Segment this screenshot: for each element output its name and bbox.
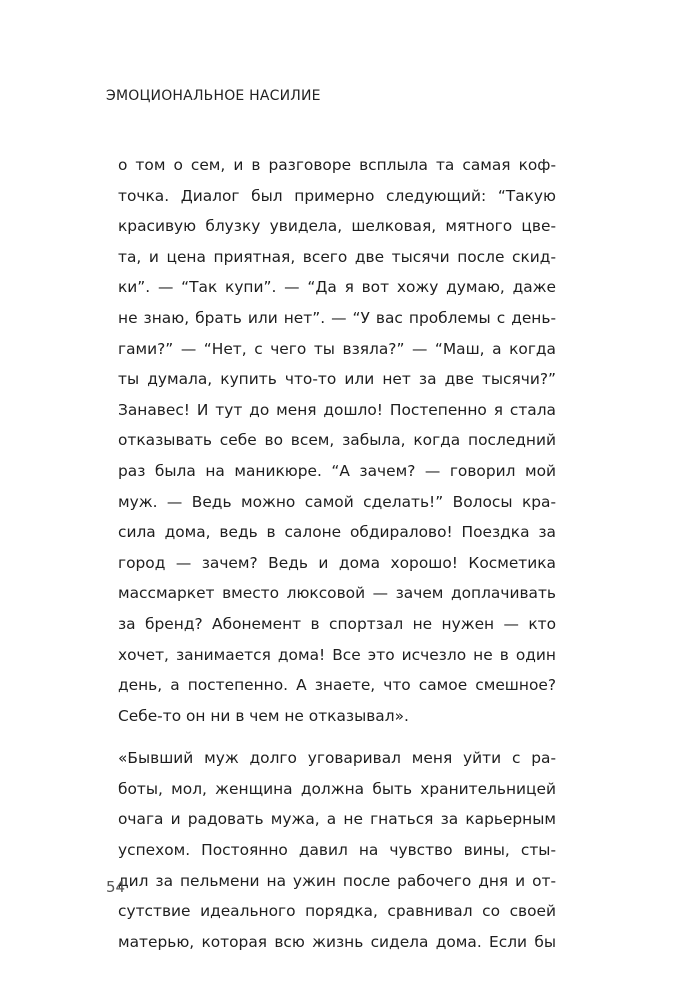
- text-line: Занавес! И тут до меня дошло! Постепенно я стала: [118, 400, 556, 419]
- text-line: гами?” — “Нет, с чего ты взяла?” — “Маш, а когда: [118, 339, 556, 358]
- text-line: ты думала, купить что-то или нет за две тысячи?”: [118, 370, 556, 389]
- text-line: точка. Диалог был примерно следующий: “Такую: [118, 186, 556, 205]
- page-number: 54: [106, 878, 126, 896]
- text-line: ки”. — “Так купи”. — “Да я вот хожу думаю, даже: [118, 278, 556, 297]
- text-line: успехом. Постоянно давил на чувство вины, сты-: [118, 841, 556, 860]
- text-line: сутствие идеального порядка, сравнивал со своей: [118, 902, 556, 921]
- text-line: отказывать себе во всем, забыла, когда последний: [118, 431, 556, 450]
- text-line: дил за пельмени на ужин после рабочего дня и от-: [118, 871, 556, 890]
- text-line: очага и радовать мужа, а не гнаться за карьерным: [118, 810, 556, 829]
- text-line: не знаю, брать или нет”. — “У вас проблемы с день-: [118, 308, 556, 327]
- text-line: Себе-то он ни в чем не отказывал».: [118, 706, 409, 725]
- text-line: матерью, которая всю жизнь сидела дома. Если бы: [118, 932, 556, 951]
- running-head: ЭМОЦИОНАЛЬНОЕ НАСИЛИЕ: [106, 88, 321, 104]
- text-line: хочет, занимается дома! Все это исчезло не в один: [118, 645, 556, 664]
- text-line: раз была на маникюре. “А зачем? — говорил мой: [118, 461, 556, 480]
- text-line: муж. — Ведь можно самой сделать!” Волосы кра-: [118, 492, 556, 511]
- text-line: та, и цена приятная, всего две тысячи после скид-: [118, 247, 556, 266]
- text-line: о том о сем, и в разговоре всплыла та самая коф-: [118, 156, 556, 174]
- text-line: массмаркет вместо люксовой — зачем доплачивать: [118, 584, 556, 603]
- text-line: боты, мол, женщина должна быть хранительницей: [118, 779, 556, 798]
- text-line: сила дома, ведь в салоне обдиралово! Поездка за: [118, 523, 556, 542]
- text-line: день, а постепенно. А знаете, что самое смешное?: [118, 676, 556, 695]
- paragraph-2: [118, 743, 556, 957]
- text-line: красивую блузку увидела, шелковая, мятного цве-: [118, 217, 556, 236]
- text-line: город — зачем? Ведь и дома хорошо! Косметика: [118, 553, 556, 572]
- text-line: «Бывший муж долго уговаривал меня уйти с ра-: [118, 749, 556, 768]
- text-line: за бренд? Абонемент в спортзал не нужен — кто: [118, 614, 556, 633]
- body-text: [118, 150, 556, 957]
- paragraph-1: [118, 150, 556, 731]
